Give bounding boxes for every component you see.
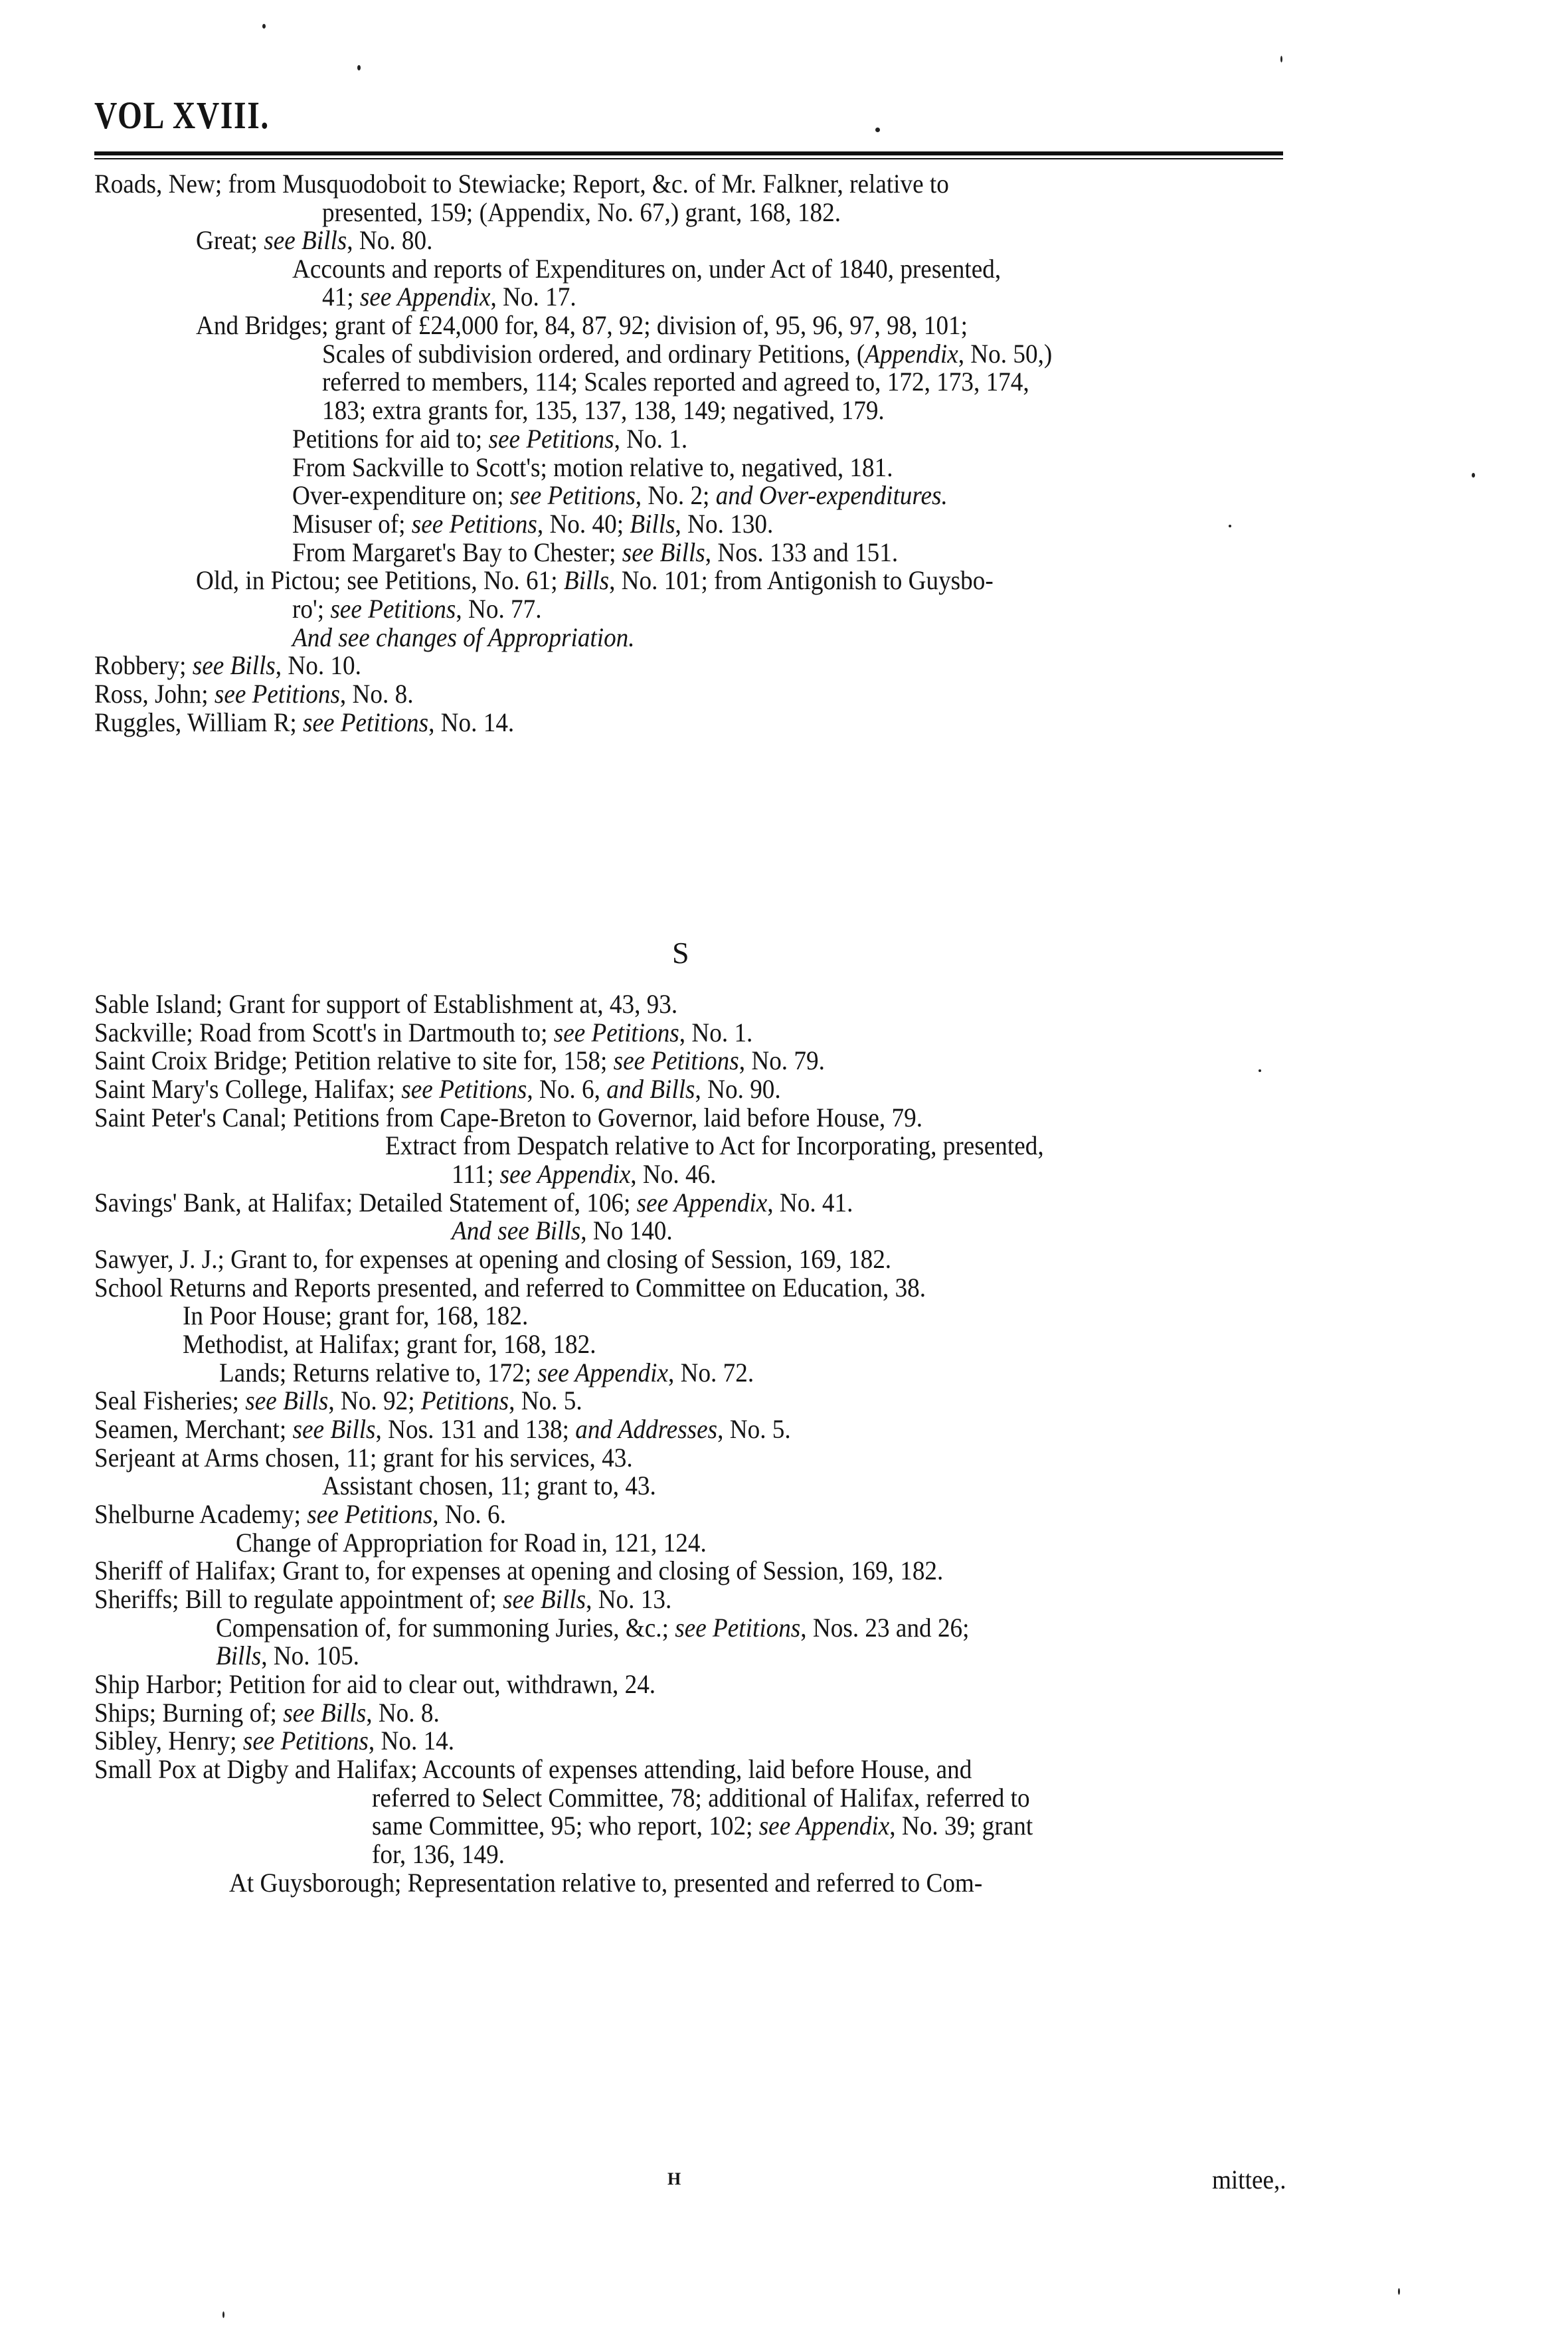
index-entry-line <box>94 1018 752 1047</box>
entry-reference-italic: see Appendix <box>359 282 491 312</box>
index-entry-line <box>372 1783 1030 1813</box>
entry-reference-italic: and Bills <box>606 1074 695 1104</box>
entry-text: Robbery; <box>94 650 193 680</box>
index-entry-line <box>183 1301 528 1330</box>
index-entry-line <box>94 708 514 737</box>
index-entry-line <box>322 282 576 312</box>
volume-header: VOL XVIII. <box>94 94 270 137</box>
entry-text: , No 140. <box>580 1215 673 1245</box>
index-entry-line <box>94 1188 853 1217</box>
entry-reference-italic: see Appendix <box>758 1811 890 1840</box>
index-entry-line <box>292 453 893 482</box>
entry-text: In Poor House; grant for, 168, 182. <box>183 1300 529 1330</box>
entry-reference-italic: see Bills <box>245 1386 329 1415</box>
index-entry-line <box>322 1471 656 1500</box>
entry-text: 111; <box>452 1159 500 1189</box>
entry-text: Sable Island; Grant for support of Establishment at, 43, 93. <box>94 989 678 1019</box>
entry-text: Small Pox at Digby and Halifax; Accounts of expenses attending, laid before House, and <box>94 1754 972 1784</box>
entry-text: , No. 14. <box>368 1726 455 1755</box>
entry-reference-italic: see Petitions <box>330 594 456 624</box>
print-speck <box>262 24 266 29</box>
entry-text: referred to members, 114; Scales reported and agreed to, 172, 173, 174, <box>322 367 1029 397</box>
entry-text: , No. 40; <box>537 509 630 539</box>
index-entry-line <box>292 594 542 624</box>
index-entry-line <box>372 1811 1033 1840</box>
entry-text: , No. 92; <box>328 1386 421 1415</box>
index-entry-line <box>452 1216 673 1245</box>
entry-text: , No. 10. <box>275 650 361 680</box>
entry-text: referred to Select Committee, 78; additional of Halifax, referred to <box>372 1783 1030 1813</box>
entry-text: , No. 80. <box>347 225 433 255</box>
index-entry-line <box>292 254 1001 284</box>
index-entry-line <box>94 1698 440 1728</box>
entry-reference-italic: see Petitions <box>214 679 340 709</box>
entry-text: Ruggles, William R; <box>94 707 304 737</box>
entry-text: Extract from Despatch relative to Act for Incorporating, presented, <box>385 1130 1044 1160</box>
index-entry-line <box>236 1528 707 1558</box>
entry-text: Change of Appropriation for Road in, 121, 124. <box>236 1528 707 1558</box>
index-entry-line <box>1212 2165 1286 2195</box>
index-entry-line <box>94 1273 926 1302</box>
entry-reference-italic: see Petitions <box>553 1018 679 1047</box>
index-entry-line <box>94 1046 825 1075</box>
index-entry-line <box>229 1868 982 1898</box>
entry-text: , No. 5. <box>509 1386 582 1415</box>
index-entry-line <box>292 481 948 510</box>
print-speck <box>1472 473 1475 478</box>
index-entry-line <box>322 367 1029 397</box>
entry-text: Saint Mary's College, Halifax; <box>94 1074 402 1104</box>
entry-text: Assistant chosen, 11; grant to, 43. <box>322 1471 656 1500</box>
entry-text: , No. 5. <box>717 1414 791 1444</box>
index-entry-line <box>94 651 361 680</box>
index-entry-line <box>216 1641 359 1670</box>
index-entry-line <box>196 226 432 255</box>
entry-text: Old, in Pictou; see Petitions, No. 61; <box>196 565 564 595</box>
entry-text: Savings' Bank, at Halifax; Detailed Statement of, 106; <box>94 1188 637 1217</box>
entry-text: Misuser of; <box>292 509 412 539</box>
index-entry-line <box>94 1500 506 1529</box>
entry-text: , No. 2; <box>635 480 716 510</box>
entry-text: Lands; Returns relative to, 172; <box>219 1358 538 1388</box>
index-entry-line <box>322 339 1052 369</box>
print-speck <box>875 128 880 132</box>
entry-reference-italic: see Petitions <box>509 480 636 510</box>
entry-text: , No. 101; from Antigonish to Guysbo- <box>609 565 994 595</box>
entry-text: , No. 6, <box>527 1074 607 1104</box>
entry-text: Shelburne Academy; <box>94 1499 307 1529</box>
entry-text: Ross, John; <box>94 679 215 709</box>
entry-text: Serjeant at Arms chosen, 11; grant for his services, 43. <box>94 1443 633 1473</box>
entry-reference-italic: see Petitions <box>675 1613 801 1643</box>
entry-text: Sheriff of Halifax; Grant to, for expenses at opening and closing of Session, 169, 182. <box>94 1556 944 1585</box>
entry-reference-italic: and Addresses <box>575 1414 718 1444</box>
index-entry-line <box>196 566 994 595</box>
entry-text: , No. 6. <box>432 1499 506 1529</box>
entry-text: , No. 105. <box>261 1641 359 1670</box>
entry-reference-italic: And see changes of Appropriation. <box>292 622 635 652</box>
index-entry-line <box>216 1613 969 1643</box>
entry-text: , No. 46. <box>630 1159 717 1189</box>
entry-reference-italic: see Petitions <box>488 424 614 454</box>
entry-text: Sawyer, J. J.; Grant to, for expenses at opening and closing of Session, 169, 182. <box>94 1244 892 1274</box>
entry-text: , No. 77. <box>456 594 542 624</box>
entry-reference-italic: see Bills <box>622 537 705 567</box>
entry-text: , No. 41. <box>767 1188 853 1217</box>
index-entry-line <box>385 1131 1044 1160</box>
print-speck <box>1259 1069 1261 1072</box>
entry-reference-italic: Petitions <box>420 1386 509 1415</box>
index-entry-line <box>292 424 687 454</box>
entry-text: Ship Harbor; Petition for aid to clear out, withdrawn, 24. <box>94 1669 656 1699</box>
entry-reference-italic: see Appendix <box>636 1188 768 1217</box>
entry-reference-italic: see Appendix <box>499 1159 631 1189</box>
entry-text: At Guysborough; Representation relative to, presented and referred to Com- <box>229 1868 983 1898</box>
index-entry-line <box>292 538 898 567</box>
entry-text: From Margaret's Bay to Chester; <box>292 537 622 567</box>
entry-reference-italic: see Petitions <box>613 1045 739 1075</box>
entry-reference-italic: see Bills <box>264 225 347 255</box>
entry-text: Sibley, Henry; <box>94 1726 243 1755</box>
index-entry-line <box>94 1670 655 1699</box>
entry-text: Seamen, Merchant; <box>94 1414 293 1444</box>
entry-text: for, 136, 149. <box>372 1839 505 1869</box>
index-entry-line <box>452 1160 716 1189</box>
print-speck <box>1229 525 1231 527</box>
index-entry-line <box>94 1245 891 1274</box>
entry-text: , Nos. 23 and 26; <box>800 1613 970 1643</box>
entry-reference-italic: Bills <box>216 1641 262 1670</box>
index-entry-line <box>322 396 885 425</box>
index-entry-line <box>322 198 841 227</box>
entry-text: Ships; Burning of; <box>94 1698 284 1728</box>
index-entry-line <box>94 1075 781 1104</box>
section-letter: S <box>672 936 690 970</box>
entry-text: Sackville; Road from Scott's in Dartmouth to; <box>94 1018 554 1047</box>
entry-text: , No. 14. <box>428 707 515 737</box>
entry-text: , No. 1. <box>614 424 688 454</box>
index-entry-line <box>292 623 635 652</box>
print-speck <box>222 2311 224 2318</box>
index-entry-line <box>219 1358 754 1388</box>
index-entry-line <box>94 990 677 1019</box>
index-entry-line <box>94 1585 671 1614</box>
print-speck <box>1398 2288 1400 2295</box>
entry-reference-italic: Bills <box>563 565 610 595</box>
index-entry-line <box>94 169 949 199</box>
entry-text: , No. 130. <box>675 509 774 539</box>
index-entry-line <box>183 1330 596 1359</box>
entry-reference-italic: And see Bills <box>452 1215 581 1245</box>
entry-reference-italic: see Bills <box>192 650 276 680</box>
entry-text: same Committee, 95; who report, 102; <box>372 1811 759 1840</box>
index-entry-line <box>292 509 773 539</box>
entry-text: Scales of subdivision ordered, and ordinary Petitions, ( <box>322 339 865 369</box>
entry-reference-italic: Bills <box>630 509 675 539</box>
index-entry-line <box>94 1103 922 1132</box>
index-entry-line <box>372 1840 505 1869</box>
index-entry-line <box>94 679 414 709</box>
entry-text: Seal Fisheries; <box>94 1386 246 1415</box>
entry-reference-italic: see Appendix <box>537 1358 668 1388</box>
entry-reference-italic: Appendix <box>865 339 958 369</box>
index-entry-line <box>94 1556 943 1585</box>
entry-text: Accounts and reports of Expenditures on, under Act of 1840, presented, <box>292 254 1002 284</box>
entry-text: And Bridges; grant of £24,000 for, 84, 87, 92; division of, 95, 96, 97, 98, 101; <box>196 310 968 340</box>
entry-text: , No. 13. <box>586 1584 672 1614</box>
entry-text: , No. 8. <box>366 1698 440 1728</box>
header-rule <box>94 151 1283 155</box>
entry-reference-italic: see Bills <box>503 1584 586 1614</box>
entry-reference-italic: see Petitions <box>242 1726 369 1755</box>
entry-reference-italic: see Petitions <box>411 509 537 539</box>
entry-text: , No. 8. <box>339 679 414 709</box>
entry-text: , No. 79. <box>739 1045 825 1075</box>
header-rule-thin <box>94 158 1283 159</box>
index-entry-line <box>94 1415 791 1444</box>
entry-text: Saint Peter's Canal; Petitions from Cape-Breton to Governor, laid before House, 79. <box>94 1103 923 1132</box>
entry-reference-italic: see Bills <box>283 1698 367 1728</box>
entry-text: , No. 1. <box>679 1018 753 1047</box>
entry-text: 183; extra grants for, 135, 137, 138, 149; negatived, 179. <box>322 395 885 425</box>
entry-text: , No. 39; grant <box>889 1811 1033 1840</box>
entry-reference-italic: see Petitions <box>303 707 429 737</box>
index-entry-line <box>94 1755 972 1784</box>
entry-text: Great; <box>196 225 264 255</box>
index-entry-line <box>94 1386 582 1415</box>
index-entry-line <box>94 1726 454 1755</box>
entry-text: Over-expenditure on; <box>292 480 510 510</box>
entry-text: From Sackville to Scott's; motion relative to, negatived, 181. <box>292 452 893 482</box>
entry-text: ro'; <box>292 594 331 624</box>
entry-text: , No. 72. <box>667 1358 754 1388</box>
entry-text: Sheriffs; Bill to regulate appointment of; <box>94 1584 503 1614</box>
print-speck <box>357 65 361 70</box>
signature-mark: H <box>667 2169 681 2189</box>
index-entry-line <box>196 311 968 340</box>
entry-text: , No. 17. <box>490 282 576 312</box>
entry-text: School Returns and Reports presented, and referred to Committee on Education, 38. <box>94 1273 926 1302</box>
entry-reference-italic: see Petitions <box>307 1499 433 1529</box>
entry-text: Compensation of, for summoning Juries, &c.; <box>216 1613 675 1643</box>
entry-text: Saint Croix Bridge; Petition relative to site for, 158; <box>94 1045 614 1075</box>
entry-text: Roads, New; from Musquodoboit to Stewiacke; Report, &c. of Mr. Falkner, relative to <box>94 169 949 199</box>
entry-text: presented, 159; (Appendix, No. 67,) grant, 168, 182. <box>322 197 841 227</box>
entry-text: Petitions for aid to; <box>292 424 489 454</box>
entry-reference-italic: and Over-expenditures. <box>715 480 948 510</box>
entry-text: mittee,. <box>1212 2165 1286 2195</box>
entry-text: , No. 90. <box>695 1074 781 1104</box>
entry-text: , No. 50,) <box>958 339 1053 369</box>
entry-text: , Nos. 131 and 138; <box>375 1414 576 1444</box>
entry-text: Methodist, at Halifax; grant for, 168, 182. <box>183 1329 596 1359</box>
entry-reference-italic: see Bills <box>292 1414 376 1444</box>
entry-text: 41; <box>322 282 360 312</box>
entry-text: , Nos. 133 and 151. <box>705 537 899 567</box>
print-speck <box>1280 56 1282 62</box>
index-entry-line <box>94 1443 633 1473</box>
entry-reference-italic: see Petitions <box>401 1074 527 1104</box>
